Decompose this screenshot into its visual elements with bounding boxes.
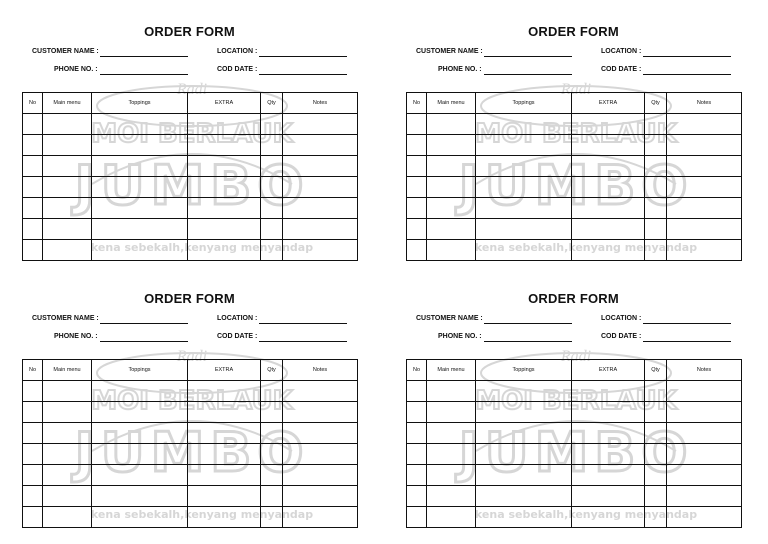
location-field[interactable] xyxy=(643,323,731,324)
phone-label: PHONE NO. : xyxy=(54,333,98,340)
table-cell[interactable] xyxy=(645,381,667,402)
table-cell[interactable] xyxy=(476,219,572,240)
table-cell[interactable] xyxy=(261,423,283,444)
table-cell[interactable] xyxy=(427,486,476,507)
column-header: EXTRA xyxy=(188,93,261,114)
table-row xyxy=(407,381,742,402)
location-label: LOCATION : xyxy=(601,315,642,322)
table-row xyxy=(23,135,358,156)
table-cell[interactable] xyxy=(261,219,283,240)
table-cell[interactable] xyxy=(572,240,645,261)
location-field[interactable] xyxy=(259,323,347,324)
location-label: LOCATION : xyxy=(217,315,258,322)
table-cell[interactable] xyxy=(476,381,572,402)
table-cell[interactable] xyxy=(427,219,476,240)
svg-text:JUMBO: JUMBO xyxy=(458,421,694,484)
table-cell[interactable] xyxy=(261,114,283,135)
form-title: ORDER FORM xyxy=(528,291,619,306)
table-cell[interactable] xyxy=(43,381,92,402)
table-cell[interactable] xyxy=(572,114,645,135)
customer-name-label: CUSTOMER NAME : xyxy=(32,48,99,55)
column-header: Toppings xyxy=(92,93,188,114)
table-cell[interactable] xyxy=(572,486,645,507)
table-cell[interactable] xyxy=(283,423,358,444)
column-header: Notes xyxy=(667,93,742,114)
phone-label: PHONE NO. : xyxy=(438,66,482,73)
table-cell[interactable] xyxy=(407,177,427,198)
form-title: ORDER FORM xyxy=(528,24,619,39)
table-cell[interactable] xyxy=(261,507,283,528)
table-cell[interactable] xyxy=(283,198,358,219)
table-cell[interactable] xyxy=(427,135,476,156)
column-header: Toppings xyxy=(92,360,188,381)
table-cell[interactable] xyxy=(283,177,358,198)
table-cell[interactable] xyxy=(23,465,43,486)
table-cell[interactable] xyxy=(283,402,358,423)
table-cell[interactable] xyxy=(43,198,92,219)
phone-field[interactable] xyxy=(100,74,188,75)
table-row xyxy=(407,402,742,423)
column-header: Toppings xyxy=(476,93,572,114)
table-row xyxy=(407,114,742,135)
table-cell[interactable] xyxy=(92,240,188,261)
table-row xyxy=(23,177,358,198)
svg-text:Radi: Radi xyxy=(560,81,592,98)
table-cell[interactable] xyxy=(645,444,667,465)
column-header: Notes xyxy=(283,360,358,381)
table-row xyxy=(407,240,742,261)
table-cell[interactable] xyxy=(188,156,261,177)
table-cell[interactable] xyxy=(283,465,358,486)
form-title: ORDER FORM xyxy=(144,24,235,39)
table-cell[interactable] xyxy=(427,240,476,261)
table-cell[interactable] xyxy=(572,507,645,528)
table-cell[interactable] xyxy=(645,486,667,507)
table-cell[interactable] xyxy=(92,156,188,177)
table-cell[interactable] xyxy=(188,198,261,219)
table-cell[interactable] xyxy=(23,423,43,444)
table-cell[interactable] xyxy=(43,465,92,486)
table-cell[interactable] xyxy=(427,198,476,219)
table-cell[interactable] xyxy=(572,423,645,444)
table-cell[interactable] xyxy=(476,135,572,156)
customer-name-field[interactable] xyxy=(100,56,188,57)
cod-date-field[interactable] xyxy=(259,341,347,342)
table-cell[interactable] xyxy=(261,465,283,486)
column-header: Qty xyxy=(261,360,283,381)
column-header: Main menu xyxy=(427,93,476,114)
table-cell[interactable] xyxy=(92,177,188,198)
table-cell[interactable] xyxy=(188,240,261,261)
table-cell[interactable] xyxy=(407,135,427,156)
table-row xyxy=(23,402,358,423)
table-cell[interactable] xyxy=(283,486,358,507)
table-cell[interactable] xyxy=(92,381,188,402)
table-cell[interactable] xyxy=(188,114,261,135)
table-cell[interactable] xyxy=(572,198,645,219)
table-row xyxy=(407,219,742,240)
table-cell[interactable] xyxy=(261,135,283,156)
table-cell[interactable] xyxy=(572,135,645,156)
table-cell[interactable] xyxy=(43,114,92,135)
column-header: Main menu xyxy=(43,93,92,114)
column-header: Qty xyxy=(645,93,667,114)
table-cell[interactable] xyxy=(407,114,427,135)
table-cell[interactable] xyxy=(667,198,742,219)
column-header: EXTRA xyxy=(572,93,645,114)
header-row xyxy=(23,360,358,381)
table-cell[interactable] xyxy=(476,486,572,507)
table-cell[interactable] xyxy=(188,423,261,444)
table-cell[interactable] xyxy=(261,486,283,507)
table-row xyxy=(407,507,742,528)
table-cell[interactable] xyxy=(407,156,427,177)
order-table xyxy=(22,359,358,528)
table-cell[interactable] xyxy=(261,156,283,177)
cod-date-field[interactable] xyxy=(643,74,731,75)
column-header: No xyxy=(407,360,427,381)
table-cell[interactable] xyxy=(407,486,427,507)
table-row xyxy=(23,198,358,219)
table-cell[interactable] xyxy=(427,444,476,465)
column-header: EXTRA xyxy=(188,360,261,381)
table-cell[interactable] xyxy=(92,135,188,156)
table-cell[interactable] xyxy=(407,444,427,465)
table-cell[interactable] xyxy=(188,402,261,423)
table-row xyxy=(23,240,358,261)
location-label: LOCATION : xyxy=(601,48,642,55)
table-row xyxy=(407,486,742,507)
table-cell[interactable] xyxy=(92,486,188,507)
svg-text:kena sebekalh,kenyang menyanda: kena sebekalh,kenyang menyandap xyxy=(90,241,314,254)
table-cell[interactable] xyxy=(43,444,92,465)
table-cell[interactable] xyxy=(407,198,427,219)
column-header: Qty xyxy=(261,93,283,114)
location-label: LOCATION : xyxy=(217,48,258,55)
table-cell[interactable] xyxy=(188,465,261,486)
table-cell[interactable] xyxy=(667,240,742,261)
table-cell[interactable] xyxy=(667,402,742,423)
table-cell[interactable] xyxy=(476,156,572,177)
svg-text:MOI BERLAUK: MOI BERLAUK xyxy=(475,119,677,149)
table-cell[interactable] xyxy=(188,381,261,402)
table-cell[interactable] xyxy=(572,177,645,198)
table-cell[interactable] xyxy=(645,198,667,219)
table-cell[interactable] xyxy=(645,465,667,486)
table-cell[interactable] xyxy=(23,444,43,465)
table-row xyxy=(407,423,742,444)
table-cell[interactable] xyxy=(23,486,43,507)
table-row xyxy=(407,156,742,177)
cod-date-label: COD DATE : xyxy=(601,66,642,73)
table-cell[interactable] xyxy=(23,156,43,177)
table-cell[interactable] xyxy=(427,156,476,177)
table-cell[interactable] xyxy=(667,114,742,135)
table-cell[interactable] xyxy=(188,219,261,240)
table-cell[interactable] xyxy=(667,219,742,240)
table-cell[interactable] xyxy=(572,156,645,177)
table-cell[interactable] xyxy=(407,465,427,486)
table-row xyxy=(23,423,358,444)
order-table xyxy=(406,359,742,528)
table-row xyxy=(407,135,742,156)
table-cell[interactable] xyxy=(572,444,645,465)
column-header: No xyxy=(407,93,427,114)
form-title: ORDER FORM xyxy=(144,291,235,306)
table-cell[interactable] xyxy=(427,423,476,444)
table-cell[interactable] xyxy=(283,114,358,135)
table-cell[interactable] xyxy=(43,507,92,528)
table-cell[interactable] xyxy=(283,381,358,402)
table-cell[interactable] xyxy=(261,240,283,261)
table-cell[interactable] xyxy=(427,465,476,486)
order-table xyxy=(406,92,742,261)
table-cell[interactable] xyxy=(283,219,358,240)
table-cell[interactable] xyxy=(23,177,43,198)
table-cell[interactable] xyxy=(667,177,742,198)
customer-name-field[interactable] xyxy=(484,56,572,57)
table-cell[interactable] xyxy=(92,402,188,423)
header-row xyxy=(23,93,358,114)
table-cell[interactable] xyxy=(261,381,283,402)
table-cell[interactable] xyxy=(407,423,427,444)
table-cell[interactable] xyxy=(43,177,92,198)
table-row xyxy=(23,486,358,507)
table-cell[interactable] xyxy=(645,423,667,444)
table-cell[interactable] xyxy=(188,177,261,198)
table-cell[interactable] xyxy=(476,423,572,444)
table-cell[interactable] xyxy=(23,402,43,423)
svg-text:MOI BERLAUK: MOI BERLAUK xyxy=(91,119,293,149)
column-header: No xyxy=(23,360,43,381)
table-cell[interactable] xyxy=(23,135,43,156)
table-cell[interactable] xyxy=(427,402,476,423)
table-cell[interactable] xyxy=(476,465,572,486)
table-cell[interactable] xyxy=(667,381,742,402)
table-cell[interactable] xyxy=(188,486,261,507)
header-row xyxy=(407,93,742,114)
table-cell[interactable] xyxy=(261,198,283,219)
customer-name-field[interactable] xyxy=(100,323,188,324)
table-cell[interactable] xyxy=(261,177,283,198)
table-cell[interactable] xyxy=(645,114,667,135)
table-cell[interactable] xyxy=(92,198,188,219)
phone-field[interactable] xyxy=(484,74,572,75)
column-header: Main menu xyxy=(427,360,476,381)
table-cell[interactable] xyxy=(188,135,261,156)
table-cell[interactable] xyxy=(43,219,92,240)
svg-text:JUMBO: JUMBO xyxy=(74,154,310,217)
table-cell[interactable] xyxy=(283,135,358,156)
table-row xyxy=(23,156,358,177)
table-cell[interactable] xyxy=(476,177,572,198)
svg-text:MOI BERLAUK: MOI BERLAUK xyxy=(475,386,677,416)
table-cell[interactable] xyxy=(283,444,358,465)
table-cell[interactable] xyxy=(572,219,645,240)
table-cell[interactable] xyxy=(92,444,188,465)
svg-text:MOI BERLAUK: MOI BERLAUK xyxy=(91,386,293,416)
customer-name-label: CUSTOMER NAME : xyxy=(32,315,99,322)
location-field[interactable] xyxy=(643,56,731,57)
table-row xyxy=(23,444,358,465)
table-cell[interactable] xyxy=(43,240,92,261)
customer-name-label: CUSTOMER NAME : xyxy=(416,48,483,55)
column-header: No xyxy=(23,93,43,114)
table-cell[interactable] xyxy=(427,114,476,135)
table-cell[interactable] xyxy=(92,219,188,240)
table-cell[interactable] xyxy=(645,240,667,261)
table-cell[interactable] xyxy=(645,507,667,528)
table-cell[interactable] xyxy=(645,135,667,156)
table-cell[interactable] xyxy=(261,444,283,465)
table-cell[interactable] xyxy=(283,156,358,177)
table-cell[interactable] xyxy=(667,486,742,507)
table-cell[interactable] xyxy=(23,114,43,135)
phone-label: PHONE NO. : xyxy=(438,333,482,340)
table-cell[interactable] xyxy=(407,381,427,402)
table-cell[interactable] xyxy=(43,486,92,507)
column-header: Toppings xyxy=(476,360,572,381)
order-form-3 xyxy=(22,291,357,541)
table-row xyxy=(407,444,742,465)
cod-date-field[interactable] xyxy=(643,341,731,342)
table-cell[interactable] xyxy=(188,444,261,465)
location-field[interactable] xyxy=(259,56,347,57)
order-table xyxy=(22,92,358,261)
table-cell[interactable] xyxy=(645,156,667,177)
table-cell[interactable] xyxy=(667,444,742,465)
table-cell[interactable] xyxy=(476,240,572,261)
svg-text:JUMBO: JUMBO xyxy=(458,154,694,217)
table-row xyxy=(23,219,358,240)
column-header: Qty xyxy=(645,360,667,381)
order-form-4 xyxy=(406,291,741,541)
table-row xyxy=(407,198,742,219)
table-cell[interactable] xyxy=(23,507,43,528)
table-cell[interactable] xyxy=(476,402,572,423)
table-row xyxy=(23,507,358,528)
table-cell[interactable] xyxy=(427,381,476,402)
column-header: EXTRA xyxy=(572,360,645,381)
table-cell[interactable] xyxy=(188,507,261,528)
table-cell[interactable] xyxy=(476,507,572,528)
order-form-1 xyxy=(22,24,357,274)
svg-text:Radi: Radi xyxy=(176,348,208,365)
table-cell[interactable] xyxy=(667,423,742,444)
customer-name-label: CUSTOMER NAME : xyxy=(416,315,483,322)
table-cell[interactable] xyxy=(407,219,427,240)
svg-text:Radi: Radi xyxy=(560,348,592,365)
table-cell[interactable] xyxy=(43,156,92,177)
table-cell[interactable] xyxy=(23,198,43,219)
table-row xyxy=(407,177,742,198)
table-cell[interactable] xyxy=(427,507,476,528)
table-cell[interactable] xyxy=(645,402,667,423)
table-cell[interactable] xyxy=(667,135,742,156)
column-header: Notes xyxy=(283,93,358,114)
table-cell[interactable] xyxy=(476,198,572,219)
table-cell[interactable] xyxy=(92,423,188,444)
svg-text:JUMBO: JUMBO xyxy=(74,421,310,484)
table-row xyxy=(23,465,358,486)
table-cell[interactable] xyxy=(645,219,667,240)
table-row xyxy=(23,114,358,135)
table-cell[interactable] xyxy=(43,423,92,444)
cod-date-label: COD DATE : xyxy=(601,333,642,340)
table-cell[interactable] xyxy=(92,114,188,135)
table-cell[interactable] xyxy=(476,114,572,135)
table-cell[interactable] xyxy=(23,240,43,261)
phone-field[interactable] xyxy=(484,341,572,342)
table-cell[interactable] xyxy=(572,402,645,423)
svg-text:kena sebekalh,kenyang menyanda: kena sebekalh,kenyang menyandap xyxy=(474,508,698,521)
table-cell[interactable] xyxy=(407,507,427,528)
phone-label: PHONE NO. : xyxy=(54,66,98,73)
table-cell[interactable] xyxy=(43,402,92,423)
cod-date-label: COD DATE : xyxy=(217,66,258,73)
table-cell[interactable] xyxy=(92,507,188,528)
table-row xyxy=(23,381,358,402)
table-cell[interactable] xyxy=(476,444,572,465)
table-cell[interactable] xyxy=(407,240,427,261)
svg-text:kena sebekalh,kenyang menyanda: kena sebekalh,kenyang menyandap xyxy=(90,508,314,521)
table-cell[interactable] xyxy=(283,507,358,528)
table-cell[interactable] xyxy=(667,507,742,528)
header-row xyxy=(407,360,742,381)
table-cell[interactable] xyxy=(427,177,476,198)
table-cell[interactable] xyxy=(572,465,645,486)
svg-text:kena sebekalh,kenyang menyanda: kena sebekalh,kenyang menyandap xyxy=(474,241,698,254)
table-cell[interactable] xyxy=(261,402,283,423)
cod-date-label: COD DATE : xyxy=(217,333,258,340)
table-cell[interactable] xyxy=(283,240,358,261)
table-cell[interactable] xyxy=(43,135,92,156)
table-cell[interactable] xyxy=(667,156,742,177)
order-form-2 xyxy=(406,24,741,274)
cod-date-field[interactable] xyxy=(259,74,347,75)
column-header: Notes xyxy=(667,360,742,381)
table-cell[interactable] xyxy=(92,465,188,486)
phone-field[interactable] xyxy=(100,341,188,342)
table-cell[interactable] xyxy=(23,219,43,240)
table-cell[interactable] xyxy=(23,381,43,402)
table-cell[interactable] xyxy=(407,402,427,423)
table-row xyxy=(407,465,742,486)
customer-name-field[interactable] xyxy=(484,323,572,324)
table-cell[interactable] xyxy=(572,381,645,402)
table-cell[interactable] xyxy=(645,177,667,198)
column-header: Main menu xyxy=(43,360,92,381)
svg-text:Radi: Radi xyxy=(176,81,208,98)
table-cell[interactable] xyxy=(667,465,742,486)
